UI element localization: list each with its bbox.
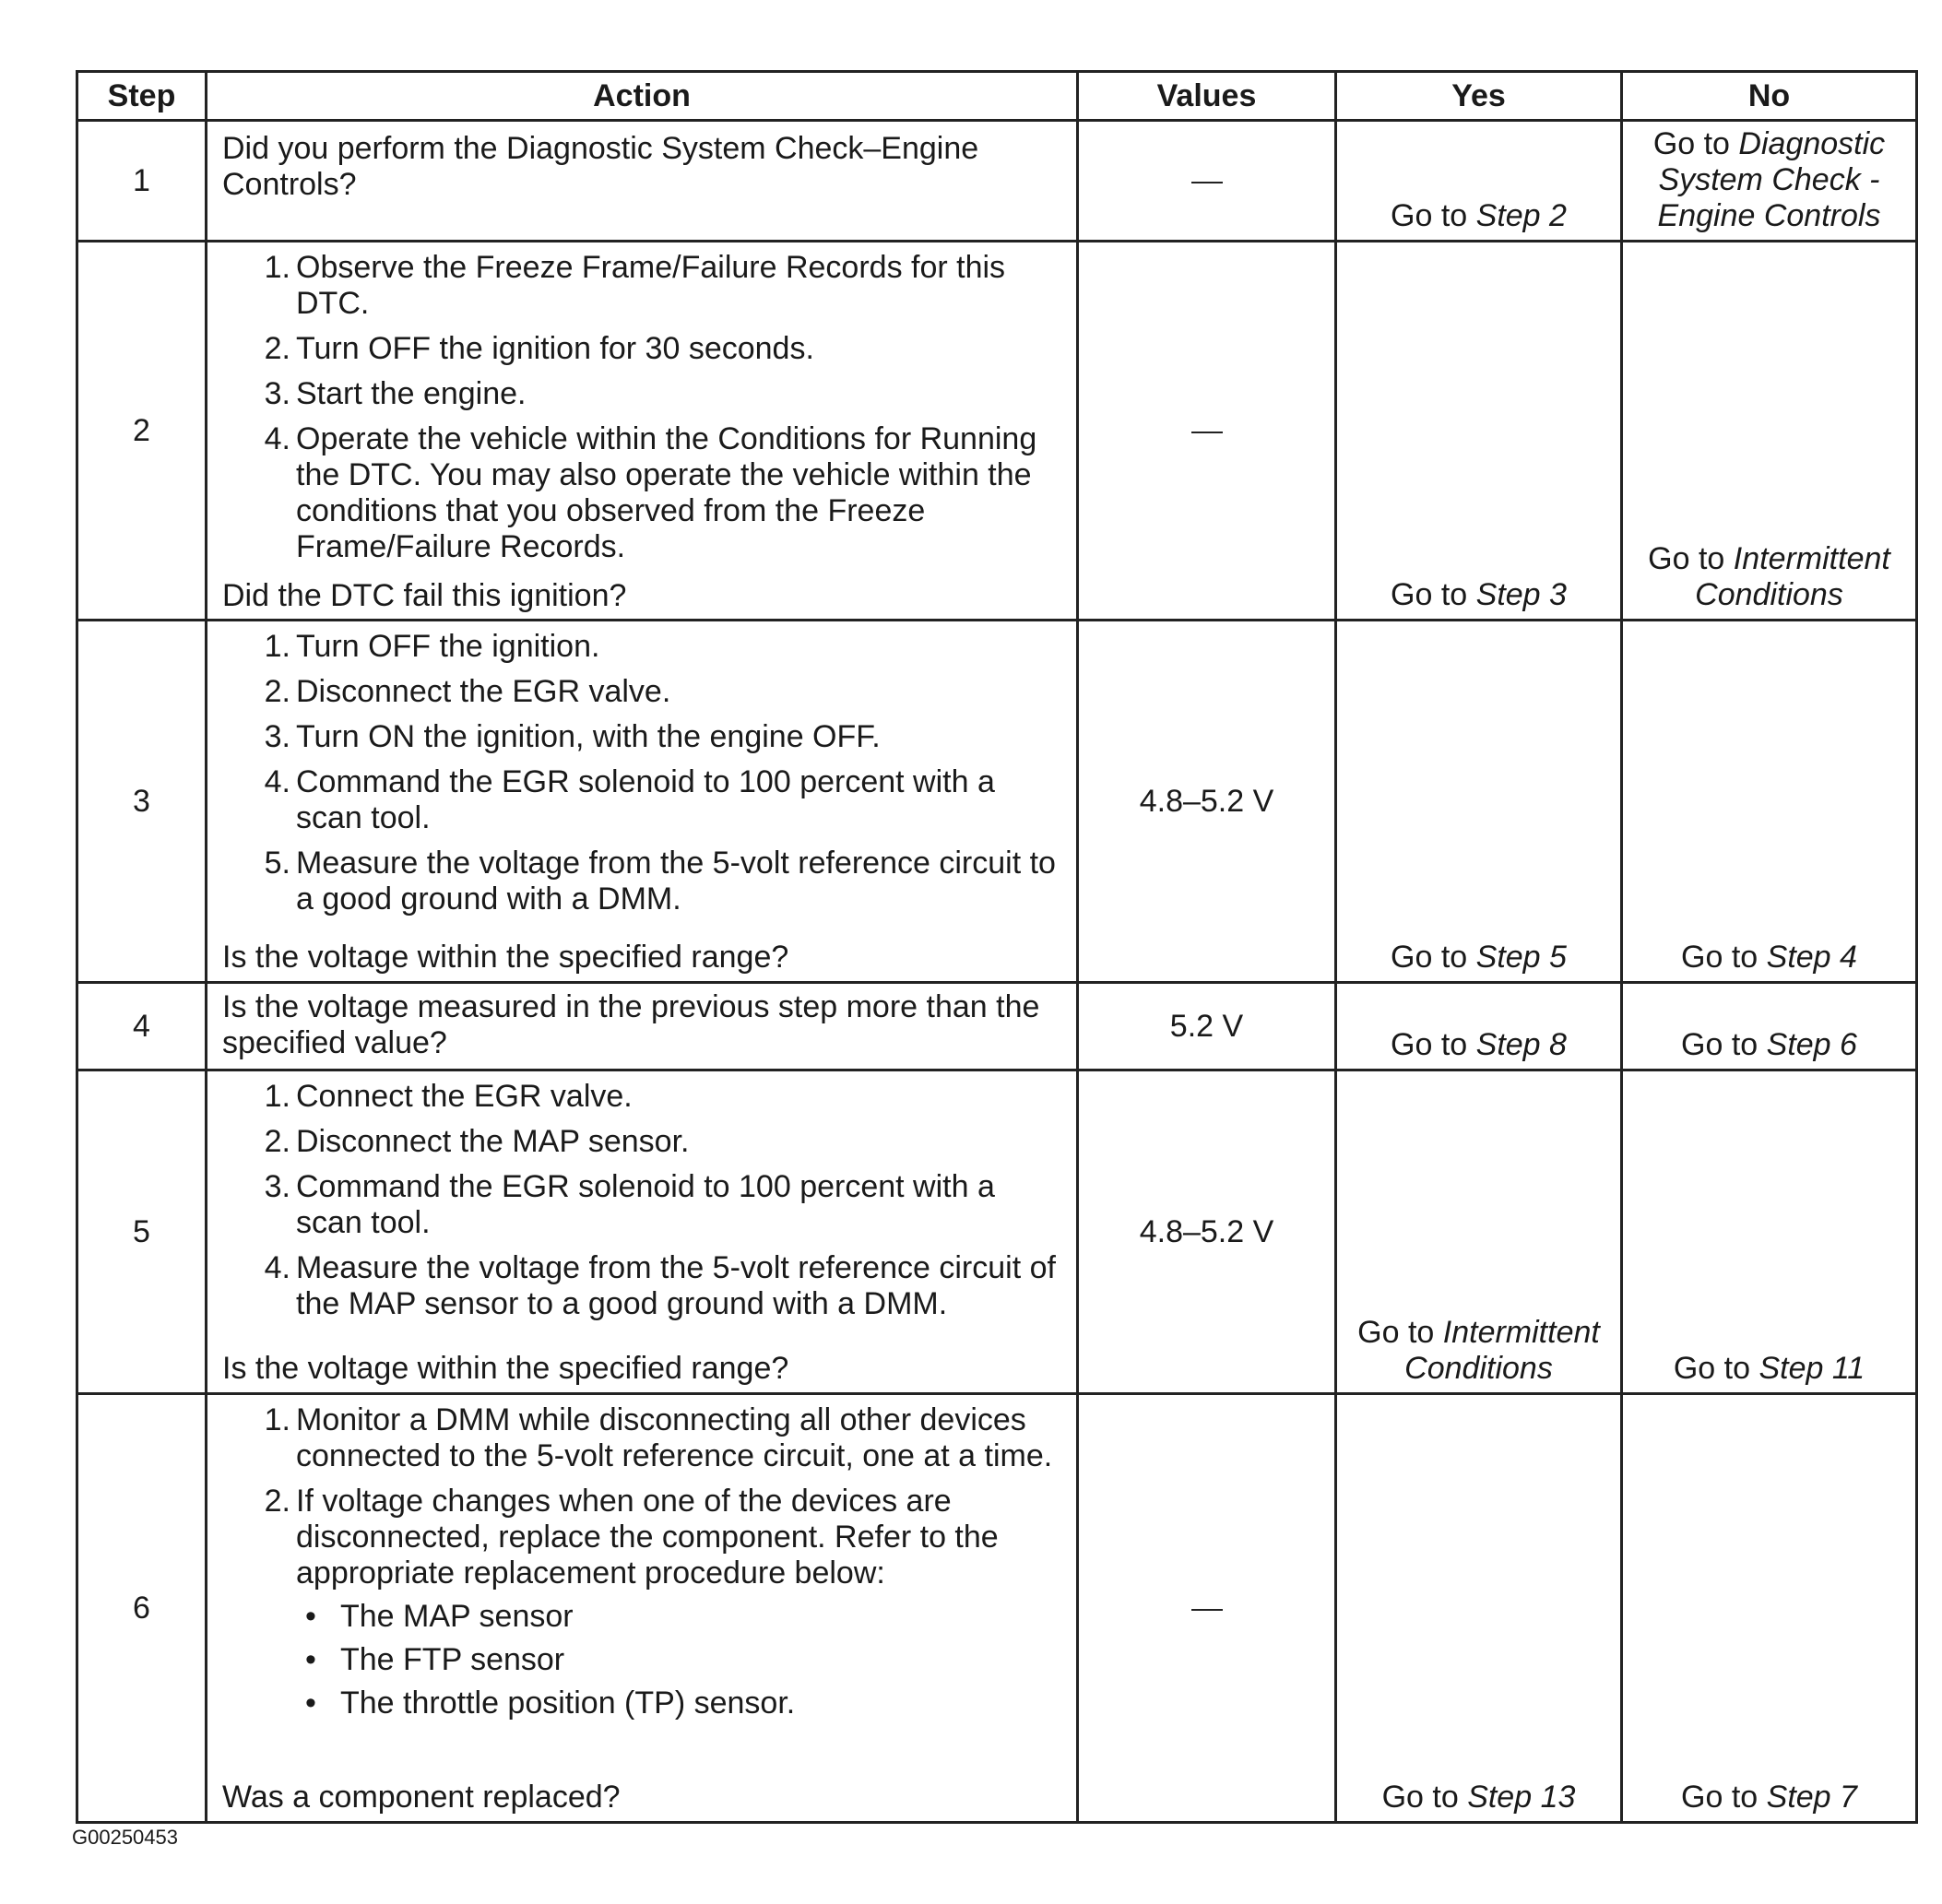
goto-prefix: Go to xyxy=(1357,1315,1443,1350)
yes-cell xyxy=(1336,121,1622,242)
no-goto[interactable] xyxy=(1653,126,1885,233)
list-item: 2. Disconnect the EGR valve. xyxy=(264,674,671,709)
goto-link[interactable]: Step 13 xyxy=(1467,1780,1576,1815)
component-list xyxy=(296,1599,1061,1721)
goto-prefix: Go to xyxy=(1391,198,1476,233)
goto-link[interactable]: Diagnostic System Check - Engine Controls xyxy=(1657,126,1886,233)
header-action: Action xyxy=(207,72,1078,121)
action-text: Is the voltage measured in the previous step more than the specified value? xyxy=(222,989,1040,1060)
goto-prefix: Go to xyxy=(1681,1027,1767,1062)
goto-prefix: Go to xyxy=(1652,126,1739,161)
no-goto[interactable] xyxy=(1648,541,1890,612)
table-row xyxy=(77,1394,1917,1823)
procedure-list xyxy=(222,250,1061,574)
goto-link[interactable]: Step 2 xyxy=(1475,198,1567,233)
values-cell: 5.2 V xyxy=(1078,983,1336,1070)
header-no: No xyxy=(1622,72,1917,121)
goto-link[interactable]: Step 4 xyxy=(1766,940,1857,975)
goto-prefix: Go to xyxy=(1681,940,1767,975)
values-cell: 4.8–5.2 V xyxy=(1078,1070,1336,1394)
yes-goto[interactable] xyxy=(1391,1027,1567,1062)
list-item: 4. Measure the voltage from the 5-volt reference circuit of the MAP sensor to a good ground with a DMM. xyxy=(264,1250,1056,1321)
table-row xyxy=(77,621,1917,983)
header-row xyxy=(77,72,1917,121)
goto-prefix: Go to xyxy=(1673,1351,1759,1386)
yes-cell xyxy=(1336,621,1622,983)
header-yes: Yes xyxy=(1336,72,1622,121)
list-item: 4. Operate the vehicle within the Conditions for Running the DTC. You may also operate the vehicle within the conditions that you observed from the Freeze Frame/Failure Records. xyxy=(264,421,1037,564)
goto-prefix: Go to xyxy=(1391,577,1476,612)
yes-cell xyxy=(1336,242,1622,621)
list-item: 1. Monitor a DMM while disconnecting all other devices connected to the 5-volt reference circuit, one at a time. xyxy=(264,1402,1053,1473)
yes-goto[interactable] xyxy=(1391,198,1567,233)
bullet-item: • The MAP sensor xyxy=(305,1599,574,1634)
no-cell xyxy=(1622,242,1917,621)
figure-id: G00250453 xyxy=(72,1826,178,1849)
table-row xyxy=(77,121,1917,242)
goto-prefix: Go to xyxy=(1391,940,1476,975)
list-item: 2. Turn OFF the ignition for 30 seconds. xyxy=(264,331,814,366)
question-text: Did the DTC fail this ignition? xyxy=(222,578,627,613)
values-cell xyxy=(1078,121,1336,242)
yes-cell xyxy=(1336,1394,1622,1823)
no-cell xyxy=(1622,1070,1917,1394)
action-cell xyxy=(207,242,1078,621)
bullet-item: • The FTP sensor xyxy=(305,1642,565,1677)
goto-prefix: Go to xyxy=(1391,1027,1476,1062)
no-cell xyxy=(1622,621,1917,983)
goto-link[interactable]: Step 6 xyxy=(1766,1027,1857,1062)
bullet-icon: • xyxy=(305,1685,316,1721)
list-item: 2. If voltage changes when one of the devices are disconnected, replace the component. Refer to the appropriate replacement procedure below: • The MAP sensor • The FTP sensor • The throttle position (TP) sensor. xyxy=(222,1484,1061,1721)
list-item: 4. Command the EGR solenoid to 100 percent with a scan tool. xyxy=(264,764,995,835)
bullet-item: • The throttle position (TP) sensor. xyxy=(305,1685,796,1721)
list-item: 3. Command the EGR solenoid to 100 percent with a scan tool. xyxy=(264,1169,995,1240)
values-cell xyxy=(1078,242,1336,621)
no-cell xyxy=(1622,983,1917,1070)
diagnostic-table xyxy=(76,70,1918,1824)
step-number: 4 xyxy=(77,983,207,1070)
step-number: 3 xyxy=(77,621,207,983)
action-cell xyxy=(207,1070,1078,1394)
dash-icon xyxy=(1191,182,1223,183)
goto-link[interactable]: Step 7 xyxy=(1766,1780,1857,1815)
list-item: 1. Observe the Freeze Frame/Failure Records for this DTC. xyxy=(264,250,1006,321)
yes-goto[interactable] xyxy=(1357,1315,1600,1386)
step-number: 5 xyxy=(77,1070,207,1394)
list-item: 1. Turn OFF the ignition. xyxy=(264,629,600,664)
list-item: 5. Measure the voltage from the 5-volt reference circuit to a good ground with a DMM. xyxy=(264,846,1056,917)
yes-goto[interactable] xyxy=(1382,1780,1576,1815)
header-step: Step xyxy=(77,72,207,121)
goto-link[interactable]: Step 8 xyxy=(1475,1027,1567,1062)
dash-icon xyxy=(1191,432,1223,433)
goto-link[interactable]: Step 11 xyxy=(1758,1351,1865,1386)
values-cell: 4.8–5.2 V xyxy=(1078,621,1336,983)
action-cell xyxy=(207,121,1078,242)
no-cell xyxy=(1622,121,1917,242)
yes-cell xyxy=(1336,983,1622,1070)
action-cell xyxy=(207,621,1078,983)
step-number: 6 xyxy=(77,1394,207,1823)
goto-link[interactable]: Intermittent Conditions xyxy=(1695,541,1890,612)
action-text: Did you perform the Diagnostic System Check–Engine Controls? xyxy=(222,131,979,202)
no-cell xyxy=(1622,1394,1917,1823)
procedure-list xyxy=(222,629,1061,927)
table-row xyxy=(77,983,1917,1070)
no-goto[interactable] xyxy=(1674,1351,1865,1386)
no-goto[interactable] xyxy=(1681,940,1857,975)
procedure-list xyxy=(222,1079,1061,1331)
goto-link[interactable]: Step 5 xyxy=(1475,940,1567,975)
goto-prefix: Go to xyxy=(1381,1780,1468,1815)
step-number: 2 xyxy=(77,242,207,621)
question-text: Was a component replaced? xyxy=(222,1780,621,1815)
goto-link[interactable]: Intermittent Conditions xyxy=(1404,1315,1600,1386)
action-cell xyxy=(207,1394,1078,1823)
table-row xyxy=(77,242,1917,621)
goto-prefix: Go to xyxy=(1648,541,1734,576)
table-row xyxy=(77,1070,1917,1394)
list-item: 3. Turn ON the ignition, with the engine OFF. xyxy=(264,719,881,754)
action-cell xyxy=(207,983,1078,1070)
bullet-icon: • xyxy=(305,1599,316,1634)
goto-link[interactable]: Step 3 xyxy=(1475,577,1567,612)
yes-cell xyxy=(1336,1070,1622,1394)
no-goto[interactable] xyxy=(1681,1780,1857,1815)
header-values: Values xyxy=(1078,72,1336,121)
list-item: 2. Disconnect the MAP sensor. xyxy=(264,1124,690,1159)
bullet-icon: • xyxy=(305,1642,316,1677)
list-item: 1. Connect the EGR valve. xyxy=(264,1079,633,1114)
list-item: 3. Start the engine. xyxy=(264,376,527,411)
goto-prefix: Go to xyxy=(1681,1780,1767,1815)
question-text: Is the voltage within the specified range? xyxy=(222,940,789,975)
dash-icon xyxy=(1191,1609,1223,1611)
values-cell xyxy=(1078,1394,1336,1823)
question-text: Is the voltage within the specified range? xyxy=(222,1351,789,1386)
step-number: 1 xyxy=(77,121,207,242)
yes-goto[interactable] xyxy=(1391,940,1567,975)
yes-goto[interactable] xyxy=(1391,577,1567,612)
procedure-list xyxy=(222,1402,1061,1721)
no-goto[interactable] xyxy=(1681,1027,1857,1062)
